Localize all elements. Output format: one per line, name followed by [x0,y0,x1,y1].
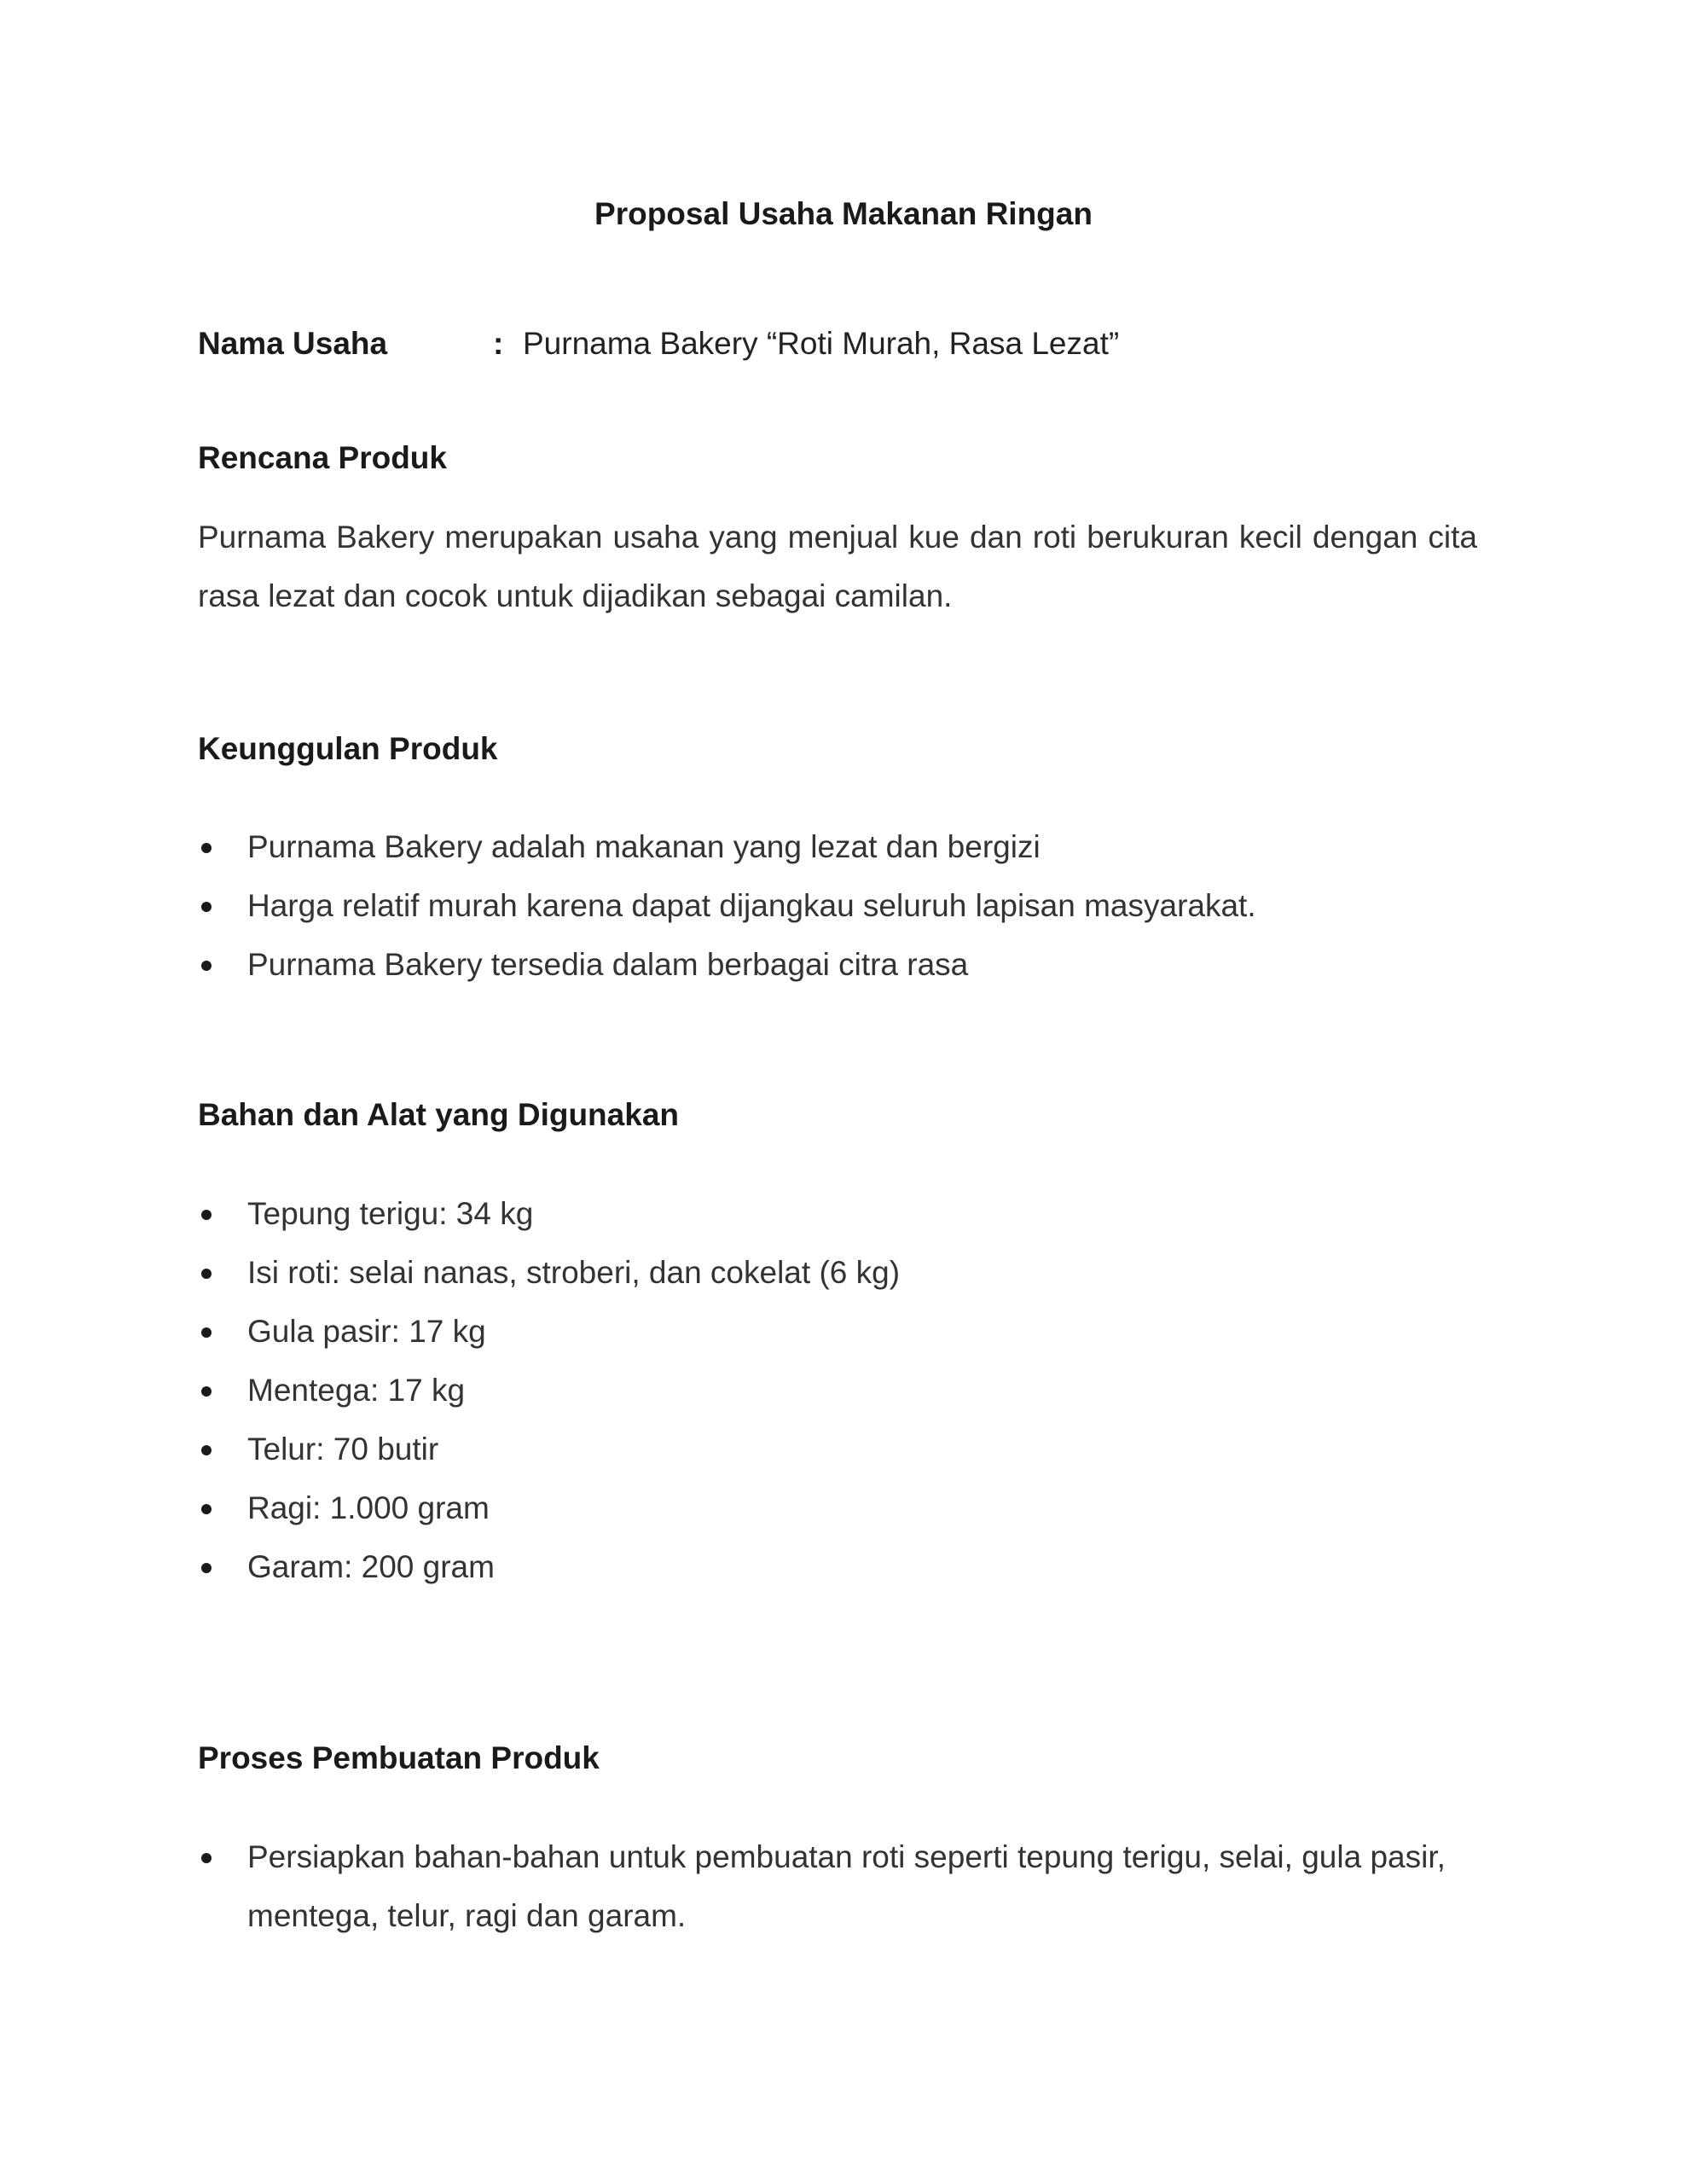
section-heading-proses: Proses Pembuatan Produk [198,1740,600,1775]
list-item: Isi roti: selai nanas, stroberi, dan cokelat (6 kg) [198,1243,1494,1302]
list-item: Mentega: 17 kg [198,1361,1494,1420]
list-item: Tepung terigu: 34 kg [198,1184,1494,1243]
business-name-separator: : [493,326,504,361]
bahan-list [198,1184,1494,1596]
list-item: Harga relatif murah karena dapat dijangkau seluruh lapisan masyarakat. [198,876,1494,935]
keunggulan-list [198,817,1494,994]
section-heading-rencana: Rencana Produk [198,440,447,475]
business-name-value: Purnama Bakery “Roti Murah, Rasa Lezat” [523,326,1120,361]
list-item: Gula pasir: 17 kg [198,1302,1494,1361]
list-item: Persiapkan bahan-bahan untuk pembuatan roti seperti tepung terigu, selai, gula pasir, mentega, telur, ragi dan garam. [198,1827,1452,1945]
list-item: Purnama Bakery adalah makanan yang lezat dan bergizi [198,817,1494,876]
list-item: Telur: 70 butir [198,1420,1494,1478]
list-item: Ragi: 1.000 gram [198,1478,1494,1537]
list-item: Garam: 200 gram [198,1537,1494,1596]
business-name-label: Nama Usaha [198,326,388,361]
list-item: Purnama Bakery tersedia dalam berbagai citra rasa [198,935,1494,994]
section-heading-bahan: Bahan dan Alat yang Digunakan [198,1097,679,1132]
proses-list [198,1827,1452,1945]
document-title: Proposal Usaha Makanan Ringan [594,196,1093,231]
section-heading-keunggulan: Keunggulan Produk [198,731,498,766]
rencana-paragraph: Purnama Bakery merupakan usaha yang menjual kue dan roti berukuran kecil dengan cita rasa lezat dan cocok untuk dijadikan sebagai camilan. [198,520,1477,613]
